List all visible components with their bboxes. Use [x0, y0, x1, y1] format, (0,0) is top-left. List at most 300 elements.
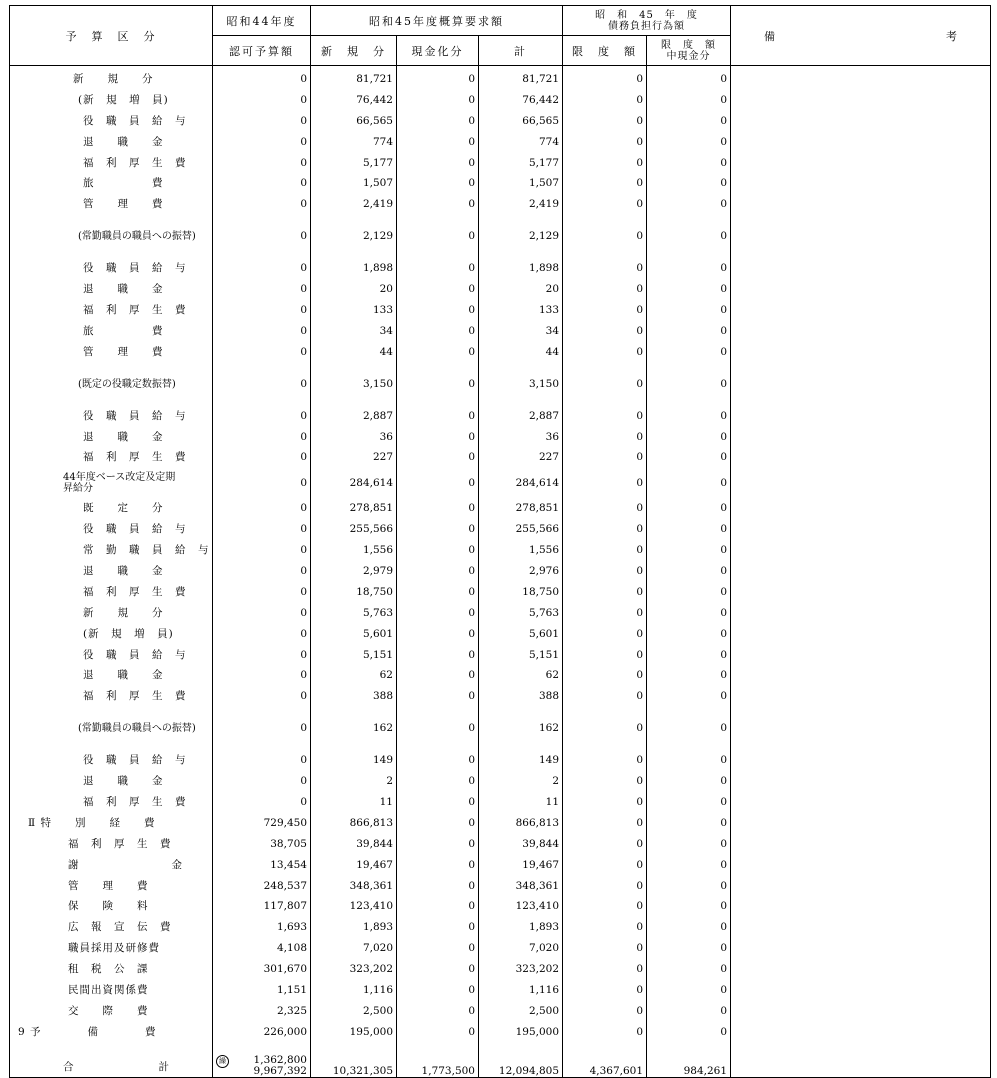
cell-approved: 0	[213, 66, 311, 90]
table-row	[10, 1001, 991, 1022]
header-request-group: 昭和45年度概算要求額	[311, 6, 563, 36]
cell-approved: 0	[213, 468, 311, 498]
cell-cash: 0	[397, 645, 479, 666]
cell-cash: 0	[397, 771, 479, 792]
header-new: 新 規 分	[311, 36, 397, 66]
cell-limit: 0	[563, 194, 647, 215]
cell-limit-cash: 0	[647, 194, 731, 215]
cell-limit-cash: 0	[647, 498, 731, 519]
cell-new: 774	[311, 132, 397, 153]
cell-new: 7,020	[311, 938, 397, 959]
cell-cash: 0	[397, 1001, 479, 1022]
cell-limit: 0	[563, 363, 647, 406]
cell-limit-cash: 0	[647, 132, 731, 153]
cell-remarks	[731, 111, 991, 132]
cell-limit-cash: 0	[647, 215, 731, 258]
cell-new: 3,150	[311, 363, 397, 406]
row-label-text: 退 職 金	[83, 564, 164, 577]
cell-remarks	[731, 561, 991, 582]
table-row	[10, 959, 991, 980]
cell-approved: 0	[213, 132, 311, 153]
cell-new: 278,851	[311, 498, 397, 519]
cell-total: 255,566	[479, 519, 563, 540]
row-label	[10, 561, 213, 582]
row-label	[10, 792, 213, 813]
table-row	[10, 665, 991, 686]
table-row	[10, 707, 991, 750]
header-cash: 現金化分	[397, 36, 479, 66]
cell-new: 1,507	[311, 173, 397, 194]
cell-approved: 0	[213, 540, 311, 561]
cell-approved: 0	[213, 194, 311, 215]
cell-remarks	[731, 834, 991, 855]
cell-remarks	[731, 342, 991, 363]
row-label-text: 退 職 金	[83, 283, 164, 296]
cell-limit: 0	[563, 938, 647, 959]
table-row	[10, 917, 991, 938]
row-label-text: 役 職 員 給 与	[83, 114, 187, 127]
cell-limit: 0	[563, 834, 647, 855]
cell-limit-cash: 0	[647, 468, 731, 498]
cell-cash: 0	[397, 792, 479, 813]
cell-remarks	[731, 1022, 991, 1043]
cell-approved: 0	[213, 406, 311, 427]
cell-total: 388	[479, 686, 563, 707]
table-row	[10, 300, 991, 321]
cell-limit-cash: 0	[647, 258, 731, 279]
cell-total: 39,844	[479, 834, 563, 855]
row-label	[10, 750, 213, 771]
cell-remarks	[731, 258, 991, 279]
cell-total: 195,000	[479, 1022, 563, 1043]
table-row	[10, 624, 991, 645]
row-label	[10, 917, 213, 938]
cell-remarks	[731, 624, 991, 645]
cell-total: 19,467	[479, 855, 563, 876]
cell-total: 1,893	[479, 917, 563, 938]
cell-total: 1,556	[479, 540, 563, 561]
header-limit-cash-line2: 中現金分	[666, 50, 711, 62]
cell-cash: 0	[397, 173, 479, 194]
row-label	[10, 959, 213, 980]
cell-cash: 0	[397, 540, 479, 561]
cell-remarks	[731, 519, 991, 540]
cell-approved: 729,450	[213, 813, 311, 834]
total-cash: 1,773,500	[397, 1043, 479, 1078]
cell-cash: 0	[397, 603, 479, 624]
cell-new: 44	[311, 342, 397, 363]
cell-new: 284,614	[311, 468, 397, 498]
cell-remarks	[731, 215, 991, 258]
cell-remarks	[731, 363, 991, 406]
cell-approved: 0	[213, 519, 311, 540]
cell-new: 18,750	[311, 582, 397, 603]
cell-limit-cash: 0	[647, 300, 731, 321]
cell-approved: 0	[213, 561, 311, 582]
cell-remarks	[731, 498, 991, 519]
table-row	[10, 813, 991, 834]
cell-remarks	[731, 603, 991, 624]
cell-approved: 0	[213, 153, 311, 174]
cell-total: 1,898	[479, 258, 563, 279]
row-label-text: 役 職 員 給 与	[83, 523, 187, 536]
row-label-text: 退 職 金	[83, 669, 164, 682]
row-label-text: 44年度ベース改定及定期昇給分	[63, 472, 176, 495]
cell-limit: 0	[563, 582, 647, 603]
table-body	[10, 66, 991, 1043]
cell-limit-cash: 0	[647, 813, 731, 834]
row-label-text: 管 理 費	[83, 345, 164, 358]
cell-cash: 0	[397, 215, 479, 258]
cell-limit-cash: 0	[647, 561, 731, 582]
cell-limit: 0	[563, 447, 647, 468]
table-row	[10, 111, 991, 132]
cell-remarks	[731, 427, 991, 448]
cell-cash: 0	[397, 876, 479, 897]
cell-remarks	[731, 468, 991, 498]
row-label	[10, 321, 213, 342]
header-limit: 限 度 額	[563, 36, 647, 66]
row-label-text: 9 予 備 費	[18, 1025, 157, 1038]
table-row	[10, 938, 991, 959]
cell-new: 5,601	[311, 624, 397, 645]
cell-cash: 0	[397, 153, 479, 174]
cell-new: 5,151	[311, 645, 397, 666]
cell-new: 866,813	[311, 813, 397, 834]
cell-new: 34	[311, 321, 397, 342]
row-label	[10, 771, 213, 792]
cell-limit-cash: 0	[647, 111, 731, 132]
cell-limit: 0	[563, 876, 647, 897]
cell-cash: 0	[397, 561, 479, 582]
cell-limit: 0	[563, 427, 647, 448]
row-label	[10, 406, 213, 427]
table-row	[10, 834, 991, 855]
cell-limit: 0	[563, 111, 647, 132]
cell-limit-cash: 0	[647, 603, 731, 624]
cell-new: 11	[311, 792, 397, 813]
row-label-text: 民間出資関係費	[68, 984, 149, 996]
cell-new: 1,116	[311, 980, 397, 1001]
cell-cash: 0	[397, 258, 479, 279]
cell-approved: 0	[213, 342, 311, 363]
cell-approved: 0	[213, 173, 311, 194]
cell-total: 20	[479, 279, 563, 300]
cell-remarks	[731, 279, 991, 300]
cell-total: 36	[479, 427, 563, 448]
table-row	[10, 897, 991, 918]
table-row	[10, 279, 991, 300]
cell-total: 323,202	[479, 959, 563, 980]
table-row	[10, 1022, 991, 1043]
cell-approved: 248,537	[213, 876, 311, 897]
header-total: 計	[479, 36, 563, 66]
row-label	[10, 447, 213, 468]
row-label	[10, 279, 213, 300]
cell-remarks	[731, 813, 991, 834]
cell-limit-cash: 0	[647, 834, 731, 855]
cell-limit: 0	[563, 173, 647, 194]
cell-new: 39,844	[311, 834, 397, 855]
table-row	[10, 342, 991, 363]
cell-cash: 0	[397, 279, 479, 300]
row-label	[10, 342, 213, 363]
row-label	[10, 980, 213, 1001]
cell-limit-cash: 0	[647, 1001, 731, 1022]
cell-cash: 0	[397, 300, 479, 321]
cell-remarks	[731, 173, 991, 194]
table-row	[10, 519, 991, 540]
table-row	[10, 173, 991, 194]
row-label-text: 管 理 費	[68, 879, 149, 892]
cell-approved: 0	[213, 771, 311, 792]
cell-remarks	[731, 980, 991, 1001]
cell-limit: 0	[563, 603, 647, 624]
row-label-text: 役 職 員 給 与	[83, 754, 187, 767]
cell-limit-cash: 0	[647, 707, 731, 750]
cell-approved: 226,000	[213, 1022, 311, 1043]
row-label-text: 退 職 金	[83, 430, 164, 443]
row-label	[10, 132, 213, 153]
cell-cash: 0	[397, 427, 479, 448]
cell-limit-cash: 0	[647, 855, 731, 876]
cell-total: 866,813	[479, 813, 563, 834]
cell-cash: 0	[397, 665, 479, 686]
cell-new: 2,419	[311, 194, 397, 215]
row-label-text: (新 規 増 員)	[83, 627, 174, 640]
cell-new: 162	[311, 707, 397, 750]
row-label	[10, 834, 213, 855]
row-label-text: 福 利 厚 生 費	[83, 451, 187, 464]
row-label-text: 役 職 員 給 与	[83, 262, 187, 275]
row-label-text: 職員採用及研修費	[68, 942, 160, 955]
table-row	[10, 215, 991, 258]
table-row	[10, 540, 991, 561]
cell-approved: 1,151	[213, 980, 311, 1001]
cell-approved: 0	[213, 215, 311, 258]
row-label-text: 福 利 厚 生 費	[83, 303, 187, 316]
cell-total: 7,020	[479, 938, 563, 959]
cell-approved: 0	[213, 363, 311, 406]
total-limit-cash: 984,261	[647, 1043, 731, 1078]
carryover-mark: 繰	[216, 1055, 229, 1068]
cell-total: 123,410	[479, 897, 563, 918]
cell-cash: 0	[397, 1022, 479, 1043]
cell-remarks	[731, 153, 991, 174]
cell-new: 2,887	[311, 406, 397, 427]
total-new: 10,321,305	[311, 1043, 397, 1078]
cell-cash: 0	[397, 406, 479, 427]
cell-approved: 0	[213, 665, 311, 686]
header-budget-category: 予 算 区 分	[10, 6, 213, 66]
row-label	[10, 363, 213, 406]
cell-limit: 0	[563, 468, 647, 498]
total-sum: 12,094,805	[479, 1043, 563, 1078]
cell-total: 5,763	[479, 603, 563, 624]
cell-limit: 0	[563, 498, 647, 519]
cell-approved: 1,693	[213, 917, 311, 938]
row-label-text: 退 職 金	[83, 135, 164, 148]
cell-total: 66,565	[479, 111, 563, 132]
cell-cash: 0	[397, 855, 479, 876]
cell-new: 76,442	[311, 90, 397, 111]
cell-limit: 0	[563, 665, 647, 686]
cell-approved: 38,705	[213, 834, 311, 855]
cell-limit-cash: 0	[647, 173, 731, 194]
cell-limit-cash: 0	[647, 897, 731, 918]
header-approved: 認可予算額	[213, 36, 311, 66]
cell-limit-cash: 0	[647, 980, 731, 1001]
cell-cash: 0	[397, 363, 479, 406]
row-label	[10, 540, 213, 561]
row-label-text: 福 利 厚 生 費	[68, 837, 172, 850]
cell-new: 149	[311, 750, 397, 771]
cell-limit-cash: 0	[647, 750, 731, 771]
row-label-text: 役 職 員 給 与	[83, 409, 187, 422]
cell-cash: 0	[397, 582, 479, 603]
row-label	[10, 173, 213, 194]
cell-approved: 0	[213, 498, 311, 519]
row-label-text: (新 規 増 員)	[78, 93, 169, 106]
cell-cash: 0	[397, 66, 479, 90]
table-row	[10, 855, 991, 876]
cell-remarks	[731, 90, 991, 111]
cell-limit-cash: 0	[647, 321, 731, 342]
cell-cash: 0	[397, 959, 479, 980]
cell-limit-cash: 0	[647, 519, 731, 540]
cell-limit: 0	[563, 342, 647, 363]
row-label	[10, 66, 213, 90]
table-row	[10, 363, 991, 406]
cell-remarks	[731, 897, 991, 918]
row-label-text: 謝 金	[68, 858, 183, 871]
cell-remarks	[731, 540, 991, 561]
cell-total: 76,442	[479, 90, 563, 111]
table-row	[10, 321, 991, 342]
cell-new: 1,556	[311, 540, 397, 561]
cell-total: 133	[479, 300, 563, 321]
cell-remarks	[731, 665, 991, 686]
total-prev-a: 1,362,800	[253, 1053, 307, 1066]
cell-limit-cash: 0	[647, 686, 731, 707]
row-label-text: 既 定 分	[83, 502, 164, 515]
table-row	[10, 427, 991, 448]
cell-remarks	[731, 750, 991, 771]
cell-limit-cash: 0	[647, 876, 731, 897]
cell-remarks	[731, 771, 991, 792]
cell-total: 227	[479, 447, 563, 468]
cell-limit-cash: 0	[647, 406, 731, 427]
cell-remarks	[731, 321, 991, 342]
cell-total: 2,976	[479, 561, 563, 582]
cell-limit-cash: 0	[647, 66, 731, 90]
row-label	[10, 876, 213, 897]
header-debt-group	[563, 6, 731, 36]
row-label-text: 管 理 費	[83, 198, 164, 211]
cell-total: 774	[479, 132, 563, 153]
cell-cash: 0	[397, 813, 479, 834]
row-label	[10, 1001, 213, 1022]
table-row	[10, 980, 991, 1001]
cell-approved: 0	[213, 686, 311, 707]
cell-limit-cash: 0	[647, 959, 731, 980]
cell-limit: 0	[563, 959, 647, 980]
total-label-b: 計	[158, 1060, 169, 1073]
row-label	[10, 153, 213, 174]
cell-cash: 0	[397, 447, 479, 468]
cell-new: 123,410	[311, 897, 397, 918]
cell-remarks	[731, 66, 991, 90]
cell-limit-cash: 0	[647, 363, 731, 406]
cell-new: 81,721	[311, 66, 397, 90]
table-row	[10, 132, 991, 153]
cell-limit: 0	[563, 624, 647, 645]
cell-remarks	[731, 1001, 991, 1022]
cell-total: 2,887	[479, 406, 563, 427]
row-label	[10, 194, 213, 215]
cell-limit: 0	[563, 258, 647, 279]
cell-approved: 13,454	[213, 855, 311, 876]
cell-total: 5,601	[479, 624, 563, 645]
cell-new: 227	[311, 447, 397, 468]
cell-remarks	[731, 855, 991, 876]
cell-approved: 0	[213, 111, 311, 132]
row-label-text: 旅 費	[83, 177, 164, 190]
table-row	[10, 90, 991, 111]
cell-new: 133	[311, 300, 397, 321]
cell-approved: 0	[213, 645, 311, 666]
cell-limit: 0	[563, 300, 647, 321]
cell-limit: 0	[563, 707, 647, 750]
table-row	[10, 645, 991, 666]
cell-approved: 0	[213, 90, 311, 111]
cell-cash: 0	[397, 686, 479, 707]
cell-approved: 117,807	[213, 897, 311, 918]
cell-remarks	[731, 300, 991, 321]
cell-limit: 0	[563, 90, 647, 111]
row-label	[10, 686, 213, 707]
cell-new: 1,893	[311, 917, 397, 938]
cell-cash: 0	[397, 342, 479, 363]
cell-remarks	[731, 959, 991, 980]
cell-new: 5,177	[311, 153, 397, 174]
cell-new: 62	[311, 665, 397, 686]
row-label-text: 旅 費	[83, 324, 164, 337]
row-label	[10, 624, 213, 645]
cell-total: 284,614	[479, 468, 563, 498]
cell-approved: 0	[213, 447, 311, 468]
table-row	[10, 686, 991, 707]
cell-cash: 0	[397, 707, 479, 750]
row-label-text: 新 規 分	[83, 606, 164, 619]
table-row	[10, 153, 991, 174]
cell-remarks	[731, 132, 991, 153]
table-row	[10, 876, 991, 897]
cell-total: 2,419	[479, 194, 563, 215]
row-label-text: 退 職 金	[83, 775, 164, 788]
cell-total: 18,750	[479, 582, 563, 603]
row-label	[10, 582, 213, 603]
cell-new: 19,467	[311, 855, 397, 876]
cell-approved: 0	[213, 707, 311, 750]
cell-cash: 0	[397, 90, 479, 111]
cell-approved: 0	[213, 279, 311, 300]
cell-remarks	[731, 447, 991, 468]
cell-approved: 0	[213, 750, 311, 771]
row-label	[10, 519, 213, 540]
cell-limit-cash: 0	[647, 792, 731, 813]
cell-new: 195,000	[311, 1022, 397, 1043]
